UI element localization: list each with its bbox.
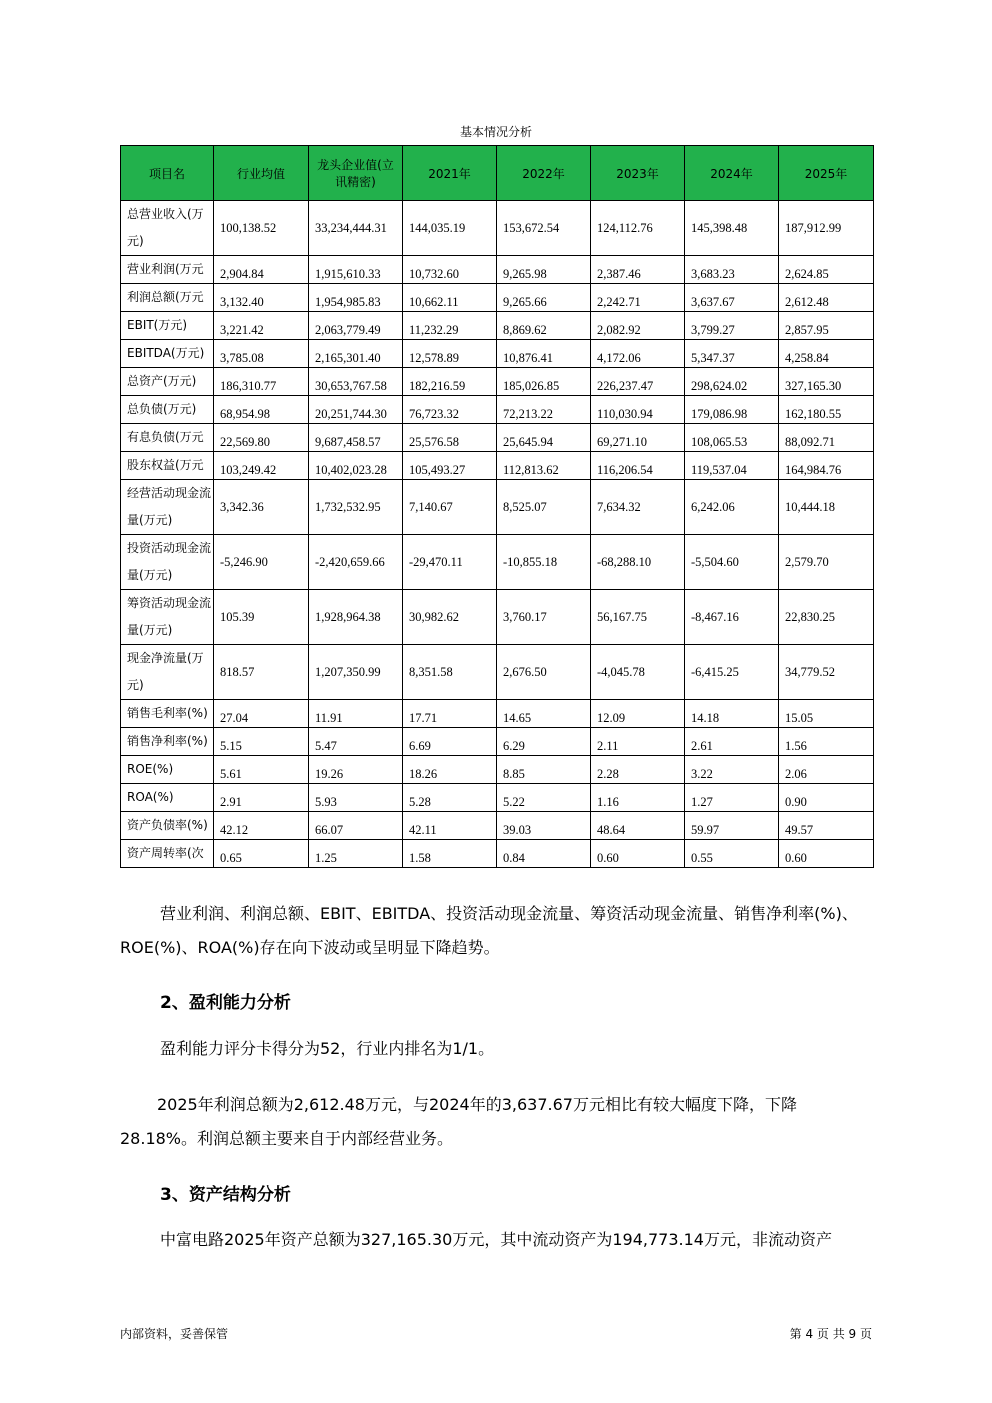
table-cell: 144,035.19 [403,201,497,256]
table-cell: 298,624.02 [685,368,779,396]
table-cell: 3,221.42 [214,312,309,340]
table-cell: 72,213.22 [497,396,591,424]
table-cell: 2.28 [591,756,685,784]
table-cell: 42.12 [214,812,309,840]
table-cell: 5,347.37 [685,340,779,368]
row-label: 筹资活动现金流量(万元) [121,590,214,645]
table-header-cell: 2023年 [591,146,685,201]
table-row [121,784,874,812]
row-label: ROE(%) [121,756,214,784]
table-cell: 48.64 [591,812,685,840]
table-cell: 2,676.50 [497,645,591,700]
table-cell: 9,265.66 [497,284,591,312]
table-cell: 68,954.98 [214,396,309,424]
table-cell: 1,954,985.83 [309,284,403,312]
row-label: 营业利润(万元 [121,256,214,284]
table-cell: 153,672.54 [497,201,591,256]
table-cell: 12.09 [591,700,685,728]
table-cell: 4,172.06 [591,340,685,368]
table-cell: 49.57 [779,812,874,840]
row-label: EBIT(万元) [121,312,214,340]
table-header-cell: 2022年 [497,146,591,201]
table-row [121,535,874,590]
table-cell: 187,912.99 [779,201,874,256]
paragraph-trend: 营业利润、利润总额、EBIT、EBITDA、投资活动现金流量、筹资活动现金流量、销售净利率(%)、ROE(%)、ROA(%)存在向下波动或呈明显下降趋势。 [120,904,858,957]
table-cell: 8.85 [497,756,591,784]
table-cell: 1,732,532.95 [309,480,403,535]
table-header-row [121,146,874,201]
footer-page-number: 第 4 页 共 9 页 [789,1327,872,1341]
row-label: 利润总额(万元 [121,284,214,312]
table-cell: 3,342.36 [214,480,309,535]
table-cell: 6.29 [497,728,591,756]
table-cell: 6.69 [403,728,497,756]
table-header-cell: 2024年 [685,146,779,201]
table-cell: 88,092.71 [779,424,874,452]
table-cell: 182,216.59 [403,368,497,396]
table-cell: 226,237.47 [591,368,685,396]
table-cell: 116,206.54 [591,452,685,480]
table-cell: 2,242.71 [591,284,685,312]
table-cell: 56,167.75 [591,590,685,645]
table-cell: 186,310.77 [214,368,309,396]
table-cell: -4,045.78 [591,645,685,700]
table-row [121,452,874,480]
paragraph-score: 盈利能力评分卡得分为52，行业内排名为1/1。 [160,1039,495,1058]
table-cell: 108,065.53 [685,424,779,452]
table-cell: 2,857.95 [779,312,874,340]
paragraph-profit: 2025年利润总额为2,612.48万元，与2024年的3,637.67万元相比有较大幅度下降，下降28.18%。利润总额主要来自于内部经营业务。 [120,1095,797,1148]
row-label: 经营活动现金流量(万元) [121,480,214,535]
table-cell: 5.93 [309,784,403,812]
table-cell: -6,415.25 [685,645,779,700]
table-header-cell: 项目名 [121,146,214,201]
table-cell: -2,420,659.66 [309,535,403,590]
table-cell: 1.16 [591,784,685,812]
row-label: 投资活动现金流量(万元) [121,535,214,590]
table-cell: 2,904.84 [214,256,309,284]
table-cell: 22,569.80 [214,424,309,452]
table-caption: 基本情况分析 [459,125,532,139]
table-row [121,256,874,284]
table-cell: 2,612.48 [779,284,874,312]
table-cell: -5,246.90 [214,535,309,590]
table-cell: 11,232.29 [403,312,497,340]
table-cell: 0.90 [779,784,874,812]
table-cell: 3,785.08 [214,340,309,368]
table-row [121,201,874,256]
table-cell: -10,855.18 [497,535,591,590]
table-cell: 22,830.25 [779,590,874,645]
table-cell: 1.58 [403,840,497,868]
table-cell: 12,578.89 [403,340,497,368]
table-cell: 0.60 [779,840,874,868]
row-label: 有息负债(万元 [121,424,214,452]
table-cell: 66.07 [309,812,403,840]
table-cell: 8,525.07 [497,480,591,535]
row-label: 资产负债率(%) [121,812,214,840]
table-cell: 5.47 [309,728,403,756]
footer-confidential: 内部资料，妥善保管 [120,1327,229,1341]
table-cell: 818.57 [214,645,309,700]
table-cell: 119,537.04 [685,452,779,480]
table-cell: 112,813.62 [497,452,591,480]
table-cell: 10,402,023.28 [309,452,403,480]
table-cell: 9,687,458.57 [309,424,403,452]
table-cell: 4,258.84 [779,340,874,368]
table-cell: 14.65 [497,700,591,728]
table-cell: 1.27 [685,784,779,812]
table-cell: 14.18 [685,700,779,728]
table-cell: 3,799.27 [685,312,779,340]
table-row [121,368,874,396]
section-heading-asset-structure: 3、资产结构分析 [160,1185,291,1205]
table-cell: 162,180.55 [779,396,874,424]
financial-table [120,145,874,868]
table-cell: 5.15 [214,728,309,756]
table-header-cell: 2025年 [779,146,874,201]
table-cell: 2,165,301.40 [309,340,403,368]
table-cell: -29,470.11 [403,535,497,590]
row-label: 销售净利率(%) [121,728,214,756]
table-cell: 110,030.94 [591,396,685,424]
table-cell: 2,063,779.49 [309,312,403,340]
section-heading-profitability: 2、盈利能力分析 [160,993,291,1013]
row-label: 总资产(万元) [121,368,214,396]
table-row [121,396,874,424]
table-cell: 59.97 [685,812,779,840]
row-label: 资产周转率(次 [121,840,214,868]
table-cell: 3,132.40 [214,284,309,312]
table-cell: 27.04 [214,700,309,728]
table-cell: 9,265.98 [497,256,591,284]
table-cell: 17.71 [403,700,497,728]
table-cell: 327,165.30 [779,368,874,396]
table-cell: 30,982.62 [403,590,497,645]
table-cell: -5,504.60 [685,535,779,590]
table-cell: 0.65 [214,840,309,868]
table-cell: 1,207,350.99 [309,645,403,700]
table-cell: 7,634.32 [591,480,685,535]
table-cell: 19.26 [309,756,403,784]
table-cell: 20,251,744.30 [309,396,403,424]
table-row [121,424,874,452]
table-cell: 185,026.85 [497,368,591,396]
table-cell: 30,653,767.58 [309,368,403,396]
table-cell: 10,662.11 [403,284,497,312]
table-row [121,590,874,645]
table-cell: 3,683.23 [685,256,779,284]
table-cell: 8,351.58 [403,645,497,700]
table-header-cell: 2021年 [403,146,497,201]
table-cell: 1,928,964.38 [309,590,403,645]
table-cell: -8,467.16 [685,590,779,645]
table-header-cell: 龙头企业值(立讯精密) [309,146,403,201]
table-cell: 3,637.67 [685,284,779,312]
table-cell: 2.91 [214,784,309,812]
table-cell: 10,732.60 [403,256,497,284]
table-cell: 2.61 [685,728,779,756]
table-cell: 42.11 [403,812,497,840]
table-row [121,340,874,368]
table-row [121,840,874,868]
table-cell: 0.60 [591,840,685,868]
table-cell: 7,140.67 [403,480,497,535]
row-label: ROA(%) [121,784,214,812]
table-cell: 10,444.18 [779,480,874,535]
table-cell: 8,869.62 [497,312,591,340]
table-cell: 5.61 [214,756,309,784]
table-body [121,201,874,868]
table-cell: 145,398.48 [685,201,779,256]
table-cell: 39.03 [497,812,591,840]
table-cell: 124,112.76 [591,201,685,256]
table-cell: 2,624.85 [779,256,874,284]
table-cell: 2.06 [779,756,874,784]
table-cell: 11.91 [309,700,403,728]
table-cell: 5.22 [497,784,591,812]
row-label: 总负债(万元) [121,396,214,424]
table-cell: 2,082.92 [591,312,685,340]
table-cell: 69,271.10 [591,424,685,452]
table-cell: 15.05 [779,700,874,728]
table-cell: 0.84 [497,840,591,868]
table-cell: 2.11 [591,728,685,756]
table-row [121,700,874,728]
table-cell: 105.39 [214,590,309,645]
table-cell: 34,779.52 [779,645,874,700]
table-row [121,812,874,840]
table-cell: 10,876.41 [497,340,591,368]
table-cell: 3.22 [685,756,779,784]
table-cell: 25,576.58 [403,424,497,452]
table-cell: 105,493.27 [403,452,497,480]
table-cell: 18.26 [403,756,497,784]
table-row [121,284,874,312]
table-cell: 25,645.94 [497,424,591,452]
paragraph-assets: 中富电路2025年资产总额为327,165.30万元，其中流动资产为194,773.14万元，非流动资产 [160,1230,832,1249]
table-header-cell: 行业均值 [214,146,309,201]
table-cell: 3,760.17 [497,590,591,645]
row-label: 股东权益(万元 [121,452,214,480]
table-cell: 1.56 [779,728,874,756]
row-label: EBITDA(万元) [121,340,214,368]
table-cell: 6,242.06 [685,480,779,535]
table-cell: 179,086.98 [685,396,779,424]
table-cell: 164,984.76 [779,452,874,480]
table-row [121,480,874,535]
table-cell: 76,723.32 [403,396,497,424]
table-cell: 1.25 [309,840,403,868]
table-row [121,312,874,340]
table-row [121,645,874,700]
table-cell: 103,249.42 [214,452,309,480]
table-cell: -68,288.10 [591,535,685,590]
table-row [121,756,874,784]
table-cell: 100,138.52 [214,201,309,256]
table-cell: 1,915,610.33 [309,256,403,284]
table-cell: 2,387.46 [591,256,685,284]
row-label: 销售毛利率(%) [121,700,214,728]
row-label: 总营业收入(万元) [121,201,214,256]
table-cell: 2,579.70 [779,535,874,590]
table-cell: 5.28 [403,784,497,812]
table-cell: 33,234,444.31 [309,201,403,256]
table-cell: 0.55 [685,840,779,868]
table-row [121,728,874,756]
row-label: 现金净流量(万元) [121,645,214,700]
